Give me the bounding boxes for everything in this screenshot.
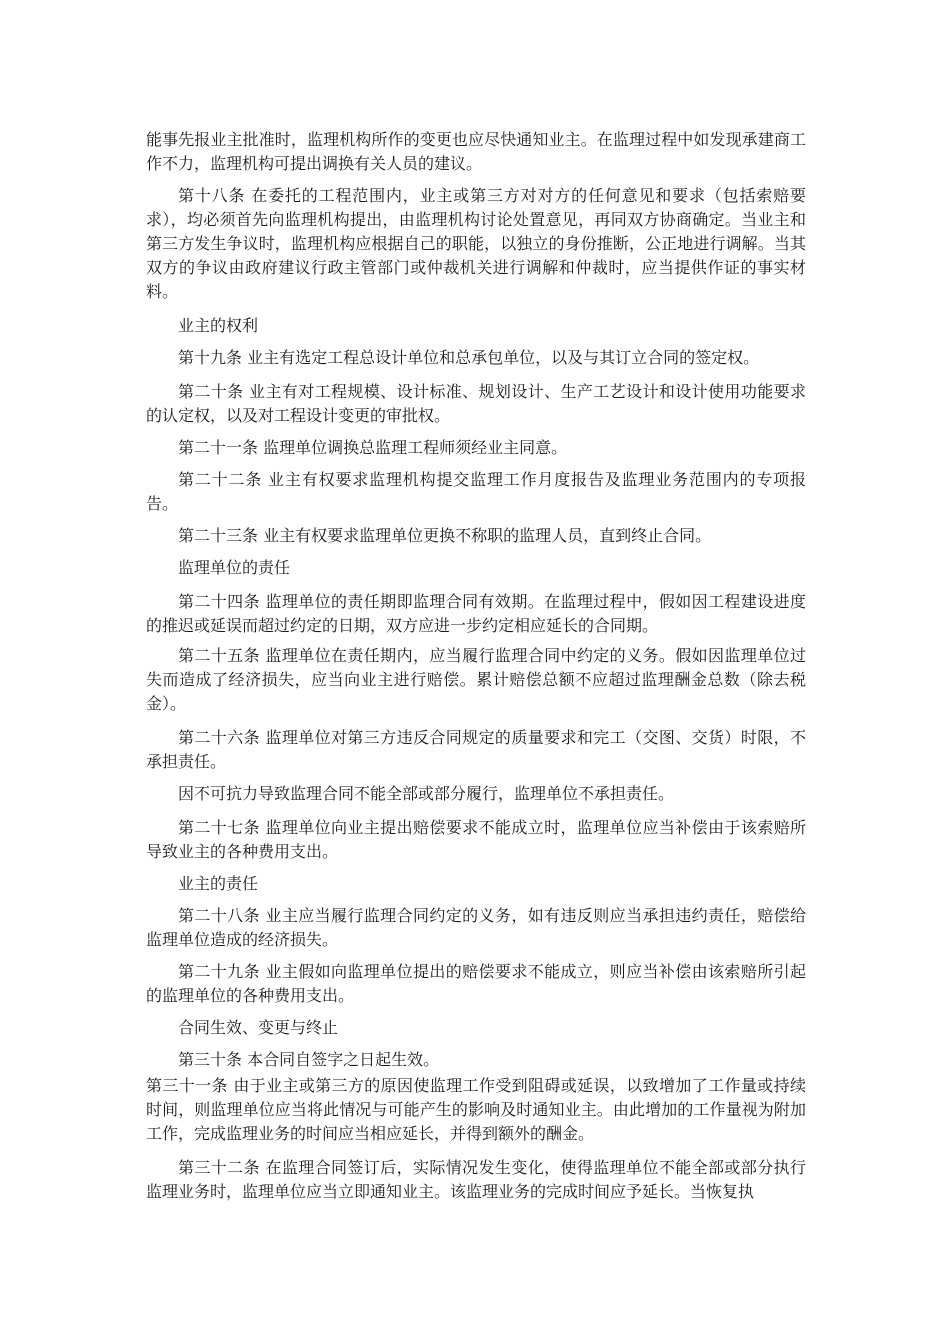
paragraph-article-23: 第二十三条 业主有权要求监理单位更换不称职的监理人员，直到终止合同。: [178, 526, 712, 545]
paragraph-article-24: 第二十四条 监理单位的责任期即监理合同有效期。在监理过程中，假如因工程建设进度的推迟或延误而超过约定的日期，双方应进一步约定相应延长的合同期。: [146, 592, 806, 635]
paragraph-article-29: 第二十九条 业主假如向监理单位提出的赔偿要求不能成立，则应当补偿由该索赔所引起的监理单位的各种费用支出。: [146, 962, 806, 1005]
paragraph-article-27: 第二十七条 监理单位向业主提出赔偿要求不能成立时，监理单位应当补偿由于该索赔所导致业主的各种费用支出。: [146, 818, 806, 861]
section-heading-supervisor-liability: 监理单位的责任: [178, 558, 291, 577]
paragraph-article-21: 第二十一条 监理单位调换总监理工程师须经业主同意。: [178, 438, 568, 457]
paragraph-article-26: 第二十六条 监理单位对第三方违反合同规定的质量要求和完工（交图、交货）时限，不承担责任。: [146, 728, 806, 771]
paragraph-article-20: 第二十条 业主有对工程规模、设计标准、规划设计、生产工艺设计和设计使用功能要求的认定权，以及对工程设计变更的审批权。: [146, 382, 806, 425]
paragraph-article-19: 第十九条 业主有选定工程总设计单位和总承包单位，以及与其订立合同的签定权。: [178, 348, 760, 367]
section-heading-owner-liability: 业主的责任: [178, 874, 259, 893]
paragraph-article-28: 第二十八条 业主应当履行监理合同约定的义务，如有违反则应当承担违约责任，赔偿给监理单位造成的经济损失。: [146, 906, 806, 949]
section-heading-contract-effect: 合同生效、变更与终止: [178, 1018, 339, 1037]
paragraph-article-31: 第三十一条 由于业主或第三方的原因使监理工作受到阻碍或延误，以致增加了工作量或持续时间，则监理单位应当将此情况与可能产生的影响及时通知业主。由此增加的工作量视为附加工作，完成监理业务的时间应当相应延长，并得到额外的酬金。: [146, 1076, 806, 1143]
paragraph-article-22: 第二十二条 业主有权要求监理机构提交监理工作月度报告及监理业务范围内的专项报告。: [146, 470, 806, 513]
paragraph-continuation: 能事先报业主批准时，监理机构所作的变更也应尽快通知业主。在监理过程中如发现承建商工作不力，监理机构可提出调换有关人员的建议。: [146, 130, 806, 173]
paragraph-article-18: 第十八条 在委托的工程范围内，业主或第三方对对方的任何意见和要求（包括索赔要求），均必须首先向监理机构提出，由监理机构讨论处置意见，再同双方协商确定。当业主和第三方发生争议时，监理机构应根据自己的职能，以独立的身份推断，公正地进行调解。当其双方的争议由政府建议行政主管部门或仲裁机关进行调解和仲裁时，应当提供作证的事实材料。: [146, 186, 806, 301]
paragraph-article-30: 第三十条 本合同自签字之日起生效。: [178, 1050, 440, 1069]
paragraph-article-32: 第三十二条 在监理合同签订后，实际情况发生变化，使得监理单位不能全部或部分执行监理业务时，监理单位应当立即通知业主。该监理业务的完成时间应予延长。当恢复执: [146, 1158, 806, 1201]
section-heading-owner-rights: 业主的权利: [178, 316, 259, 335]
paragraph-force-majeure: 因不可抗力导致监理合同不能全部或部分履行，监理单位不承担责任。: [178, 784, 675, 803]
paragraph-article-25: 第二十五条 监理单位在责任期内，应当履行监理合同中约定的义务。假如因监理单位过失而造成了经济损失，应当向业主进行赔偿。累计赔偿总额不应超过监理酬金总数（除去税金）。: [146, 646, 806, 713]
